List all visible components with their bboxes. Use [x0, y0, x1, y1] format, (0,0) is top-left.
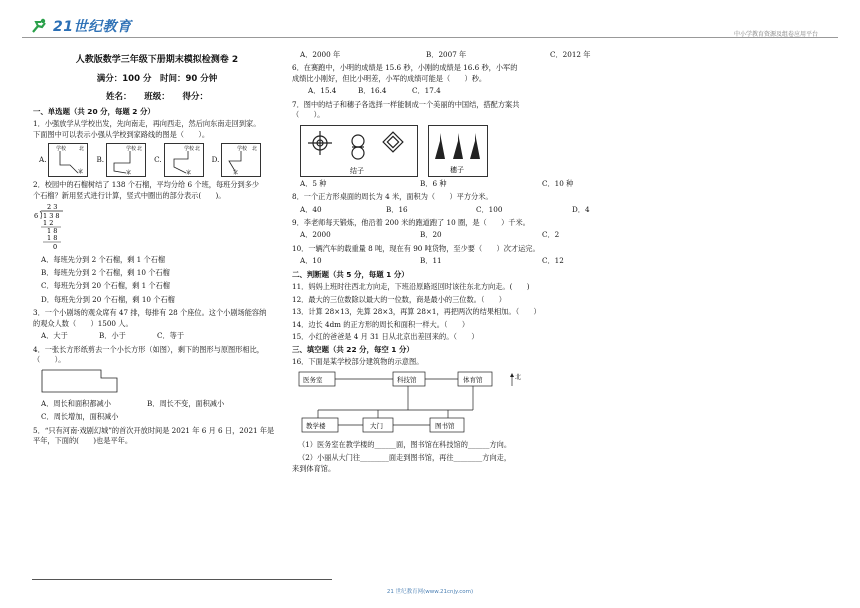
school-text: 学校: [183, 146, 194, 153]
q6-option-b[interactable]: B．16.4: [358, 86, 387, 96]
north-text: 北: [137, 146, 143, 153]
q9-options: [300, 230, 820, 240]
judge-list: [292, 282, 820, 342]
q1-option-d[interactable]: [212, 143, 262, 177]
div-divisor: 6: [34, 212, 39, 221]
page-title: 人教版数学三年级下册期末模拟检测卷 2: [75, 55, 239, 65]
q8-text: 8．一个正方形桌面的周长为 4 米，面积为（ ）平方分米。: [292, 192, 493, 202]
q7-figures: [300, 125, 820, 177]
school-text: 学校: [126, 146, 137, 153]
q8-option-c[interactable]: C．100: [476, 204, 503, 214]
q3-option-a[interactable]: A．大于: [41, 331, 68, 341]
q4-options-row1: [41, 399, 281, 409]
judge-item: 13．计算 28×13，先算 28×3，再算 28×1，再把两次的结果相加。（ ）: [292, 307, 541, 317]
q4-line2: （ ）。: [33, 355, 66, 365]
q2-option-c[interactable]: C．每班先分到 20 个石榴，剩 1 个石榴: [41, 281, 170, 291]
q9-option-c[interactable]: C．2: [542, 230, 560, 240]
q2-line1: 2．校园中的石榴树结了 138 个石榴，平均分给 6 个班，每班分到多少: [33, 180, 260, 190]
footer-rule: [32, 579, 332, 580]
section-fill-blank: 三、填空题（共 22 分，每空 1 分）: [292, 344, 414, 354]
q10-option-b[interactable]: B．11: [420, 256, 442, 266]
q16-sub1: （1）医务室在教学楼的______面，图书馆在科技馆的______方向。: [298, 440, 512, 450]
tassels-figure: [428, 125, 488, 177]
q3-line2: 的观众人数（ ）1500 人。: [33, 318, 133, 328]
q7-options: [300, 179, 820, 189]
q3-option-c[interactable]: C．等于: [157, 331, 185, 341]
q8-options: [300, 205, 820, 215]
section-single-choice: 一、单选题（共 20 分，每题 2 分）: [33, 106, 155, 116]
runner-icon: [30, 18, 50, 34]
judge-item: 11．妈妈上班时往西北方向走，下班沿原路返回时该往东北方向走。( ): [292, 282, 530, 292]
judge-item: 12．最大的三位数除以最大的一位数，商是最小的三位数。（ ）: [292, 294, 506, 304]
q6-line1: 6．在赛跑中，小明的成绩是 15.6 秒，小刚的成绩是 16.6 秒，小军的: [292, 63, 518, 73]
question-1: [33, 119, 281, 177]
div-step2: 1 8: [47, 227, 58, 236]
building-science-museum: 科技馆: [397, 375, 417, 384]
q5-option-b[interactable]: B．2007 年: [426, 50, 467, 59]
right-column: [292, 50, 820, 477]
q10-option-a[interactable]: A．10: [300, 256, 322, 266]
building-library: 图书馆: [435, 421, 455, 430]
q7-option-b[interactable]: B．6 种: [420, 178, 447, 188]
q16-sub2-line1: （2）小丽从大门往________面走到图书馆，再往________方向走，: [298, 452, 512, 462]
route-diagram-b: [106, 143, 146, 177]
route-diagram-c: [164, 143, 204, 177]
q5-options: [300, 50, 820, 60]
option-label: A.: [39, 155, 47, 165]
q4-option-b[interactable]: B．周长不变，面积减小: [147, 398, 225, 408]
building-gate: 大门: [370, 421, 383, 430]
q2-option-b[interactable]: B．每班先分到 2 个石榴，剩 10 个石榴: [41, 268, 170, 278]
q6-line2: 成绩比小刚好，但比小明差，小军的成绩可能是（ ）秒。: [292, 73, 487, 83]
q3-option-b[interactable]: B．小于: [99, 331, 126, 341]
q1-option-a[interactable]: [39, 143, 88, 177]
student-fields: 姓名： 班级： 得分：: [105, 92, 208, 103]
q3-line1: 3．一个小剧场的观众席有 47 排，每排有 28 个座位。这个小剧场能容纳: [33, 308, 267, 318]
home-text: 家: [233, 170, 239, 177]
question-8: [292, 192, 820, 215]
question-2: [33, 180, 281, 305]
q5-option-a[interactable]: A．2000 年: [300, 50, 341, 59]
building-clinic: 医务室: [303, 375, 323, 384]
q9-option-b[interactable]: B．20: [420, 230, 442, 240]
question-9: [292, 218, 820, 241]
question-16: [292, 357, 820, 474]
judge-item: 15．小红的爸爸是 4 月 31 日从北京出差回来的。（ ）: [292, 332, 479, 342]
knots-figure: [300, 125, 418, 177]
q4-option-c[interactable]: C．周长增加，面积减小: [41, 412, 119, 422]
q2-option-d[interactable]: D．每班先分到 20 个石榴，剩 10 个石榴: [41, 294, 175, 304]
question-6: [292, 63, 820, 96]
home-text: 家: [78, 169, 84, 176]
option-label: D.: [211, 155, 220, 165]
q5-line1: 5．“只有河南·戏剧幻城”的首次开放时间是 2021 年 6 月 6 日，2021 年是: [33, 425, 275, 435]
north-text: 北: [252, 146, 258, 153]
q9-text: 9．李老师每天锻炼，他沿着 200 米的跑道跑了 10 圈，是（ ）千米。: [292, 217, 530, 227]
logo-text: 21世纪教育: [53, 19, 132, 35]
judge-item: 14．边长 4dm 的正方形的周长和面积一样大。（ ）: [292, 319, 470, 329]
tassel-label: 穗子: [450, 165, 464, 174]
q16-sub2-line2: 来到体育馆。: [292, 464, 336, 474]
div-remainder: 0: [53, 243, 58, 251]
q6-options: [308, 86, 820, 96]
home-text: 家: [126, 170, 132, 177]
q8-option-b[interactable]: B．16: [386, 204, 408, 214]
section-true-false: 二、判断题（共 5 分，每题 1 分）: [292, 269, 409, 279]
exam-meta: 满分：100 分 时间：90 分钟: [96, 74, 218, 85]
q1-option-b[interactable]: [96, 143, 146, 177]
knot-label: 结子: [350, 166, 364, 175]
q1-line1: 1．小强放学从学校出发，先向南走，再向西走，然后向东南走回到家。: [33, 119, 261, 129]
q10-text: 10．一辆汽车的载重量 8 吨，现在有 90 吨货物，至少要（ ）次才运完。: [292, 243, 540, 253]
q6-option-c[interactable]: C．17.4: [412, 86, 441, 96]
q5-line2: 平年，下面的( )也是平年。: [33, 436, 133, 446]
div-dividend: 1 3 8: [43, 212, 60, 221]
building-teaching: 教学楼: [306, 421, 326, 430]
cut-rectangle-figure: [41, 368, 121, 394]
q10-option-c[interactable]: C．12: [542, 256, 564, 266]
q7-line2: （ ）。: [292, 110, 325, 120]
q8-option-d[interactable]: D．4: [572, 204, 590, 214]
q5-option-c[interactable]: C．2012 年: [550, 50, 591, 59]
north-text: 北: [194, 146, 200, 153]
div-step1: 1 2: [43, 219, 54, 228]
q6-option-a[interactable]: A．15.4: [308, 86, 337, 96]
school-text: 学校: [237, 146, 248, 153]
question-10: [292, 244, 820, 267]
q2-option-a[interactable]: A．每班先分到 2 个石榴，剩 1 个石榴: [41, 254, 166, 264]
q7-option-c[interactable]: C．10 种: [542, 178, 574, 188]
north-text: 北: [515, 373, 522, 381]
building-gym: 体育馆: [463, 375, 483, 384]
north-text: 北: [79, 146, 85, 153]
question-3: [33, 308, 281, 341]
q1-option-c[interactable]: [154, 143, 204, 177]
route-diagram-a: [48, 143, 88, 177]
campus-map: [298, 370, 538, 434]
question-4: [33, 345, 281, 423]
long-division: [33, 202, 73, 250]
q16-text: 16．下面是某学校部分建筑物的示意图。: [292, 357, 424, 367]
q9-option-a[interactable]: A．2000: [300, 230, 331, 240]
question-7: [292, 100, 820, 189]
q7-line1: 7．图中的结子和穗子各选择一样能制成一个美丽的中国结，搭配方案共: [292, 99, 520, 109]
header-slogan: 中小学教育资源及组卷应用平台: [733, 31, 818, 38]
q2-line2: 个石榴？新用竖式进行计算，竖式中圈出的部分表示( )。: [33, 190, 226, 200]
footer-text: 21 世纪教育网(www.21cnjy.com): [386, 589, 474, 595]
school-text: 学校: [56, 146, 67, 153]
q10-options: [300, 256, 820, 266]
brand-logo: [30, 16, 131, 36]
route-diagram-d: [221, 143, 261, 177]
div-step3: 1 8: [47, 234, 58, 243]
left-column: [33, 54, 281, 449]
north-arrow-icon: [510, 373, 521, 386]
q7-option-a[interactable]: A．5 种: [300, 178, 327, 188]
q4-option-a[interactable]: A．周长和面积都减小: [41, 398, 111, 408]
q1-route-diagrams: [39, 143, 281, 177]
q8-option-a[interactable]: A．40: [300, 204, 322, 214]
option-label: C.: [154, 155, 162, 165]
q1-line2: 下面图中可以表示小强从学校到家路线的图是（ ）。: [33, 129, 210, 139]
div-quotient: 2 3: [47, 203, 58, 212]
q3-options: [41, 331, 281, 341]
header-rule: [22, 37, 838, 38]
question-5: [33, 426, 281, 447]
home-text: 家: [185, 170, 191, 177]
option-label: B.: [96, 155, 105, 165]
q4-line1: 4．一张长方形纸剪去一个小长方形（如图），剩下的图形与原图形相比，: [33, 344, 264, 354]
